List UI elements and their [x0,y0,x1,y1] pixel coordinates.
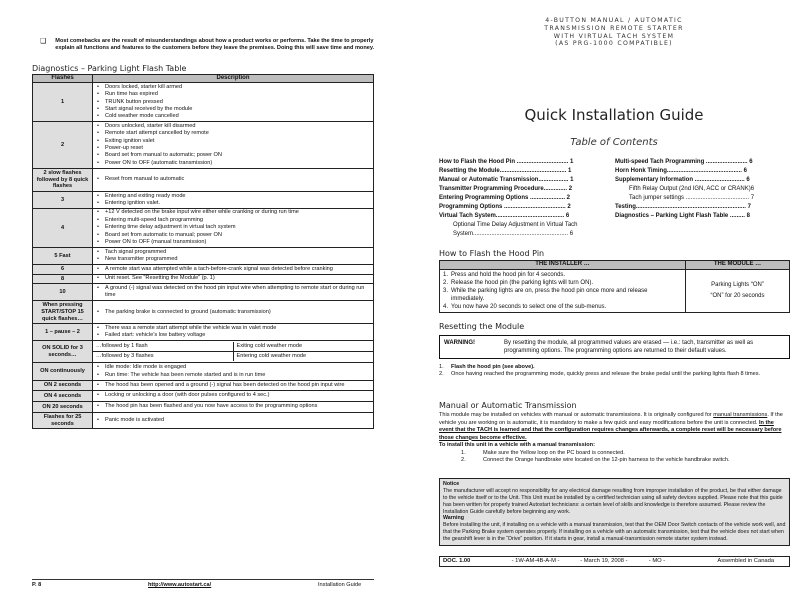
toc-entry-link[interactable]: Virtual Tach System......................................... 6 [439,213,570,219]
table-row [33,301,374,324]
description-item: • New transmitter programmed [95,256,371,263]
flashes-cell: ON 20 seconds [33,401,93,412]
hood-step: You now have 20 seconds to select one of the sub-menus. [451,304,607,311]
notice-title: Notice [443,481,460,487]
toc-entry-link[interactable]: System......................................................... 6 [453,231,574,237]
manual-section-title: Manual or Automatic Transmission [439,401,577,410]
toc-entry-link[interactable]: Multi-speed Tach Programming ......................... 6 [615,159,753,165]
toc-left-column [439,158,614,239]
toc-entry-link[interactable]: Optional Time Delay Adjustment in Virtual Tach [453,222,578,228]
description-item: • There was a remote start attempt while the vehicle was in valet mode [95,325,371,332]
reset-step: Once having reached the programming mode, quickly press and release the brake pedal until the parking lights flash 8 times. [451,371,761,378]
doc-version: DOC. 1.00 [443,558,471,564]
flashes-cell: 8 [33,274,93,284]
description-cell [93,284,374,301]
manual-text-part: . If the vehicle you are working on is automatic, it is mandatory to make a few quick and easy modifications before the unit is connected. [439,412,783,426]
flashes-cell: When pressing START/STOP 15 quick flashes… [33,301,93,324]
module-line: “ON” for 20 seconds [710,293,765,300]
toc-entry-link[interactable]: Resetting the Module........................................ 1 [439,168,572,174]
hood-step: Release the hood pin (the parking lights will turn ON). [451,280,594,287]
toc-entry-link[interactable]: How to Flash the Hood Pin ............................... 1 [439,159,574,165]
doc-code: - 1W-AM-4B-A-M - [511,558,560,564]
description-item: • Failed start: vehicle’s low battery voltage [95,332,371,339]
toc-title: Table of Contents [570,137,658,148]
description-item: • +12 V detected on the brake input wire either while cranking or during run time [95,209,371,216]
description-item: • The parking brake is connected to ground (automatic transmission) [95,309,371,316]
description-cell [93,301,374,324]
sub-row [93,342,373,351]
flashes-cell: 10 [33,284,93,301]
brand-line: TRANSMISSION REMOTE STARTER [544,24,684,32]
description-cell [93,401,374,412]
flashes-cell: ON SOLID for 3 seconds… [33,341,93,363]
table-row [33,363,374,381]
installer-header: THE INSTALLER … [440,261,686,270]
brand-header [420,17,808,48]
hood-step: While the parking lights are on, press the hood pin once more and release immediately. [451,288,648,303]
flashes-cell: ON continuously [33,363,93,381]
footer-label: Installation Guide [318,582,362,588]
flashes-cell: ON 2 seconds [33,381,93,391]
flashes-header: Flashes [33,75,93,83]
description-item: • Doors locked, starter kill armed [95,84,371,91]
module-response [686,270,790,313]
toc-entry-link[interactable]: Testing.................................................................. 7 [615,204,751,210]
description-item: • The hood has been opened and a ground (-) signal has been detected on the hood pin input wire [95,382,371,389]
toc-entry-link[interactable]: Horn Honk Timing............................................. 6 [615,168,747,174]
description-item: • Entering multi-speed tach programming [95,217,371,224]
sub-cell: …followed by 1 flash [93,342,234,351]
table-row [33,284,374,301]
manual-section-text: This module may be installed on vehicles with manual or automatic transmissions. It is originally configured for manual transmissions. If the vehicle you are working on is automatic, it is mandatory to make a few quick and easy modifications before the unit is connected. In the event that the TACH is learned and that the configuration requires changes afterwards, a complete reset will be necessary before those changes become effective. To install this unit in a vehicle with a manual transmission: 1. Make sure the Yellow loop on the PC board is connected. 2. Connect the Orange handbrake wire located on the 12-pin harness to the vehicle handbrake switch. [439,412,790,465]
sub-row [93,351,373,361]
module-line: Parking Lights “ON” [711,282,764,289]
description-item: • Entering and exiting ready mode [95,193,371,200]
description-item: • Run time has expired [95,91,371,98]
install-step: Make sure the Yellow loop on the PC board is connected. [483,449,625,456]
notice-warning-title: Warning [443,515,464,522]
table-row [33,83,374,122]
description-cell [93,390,374,401]
description-cell [93,381,374,391]
table-row [33,264,374,274]
description-cell [93,168,374,191]
description-header: Description [93,75,374,83]
doc-origin: Assembled in Canada [717,558,775,564]
toc-entry-link[interactable]: Manual or Automatic Transmission.................. 1 [439,177,574,183]
table-row [33,381,374,391]
table-row [33,208,374,247]
toc-entry-link[interactable]: Fifth Relay Output (2nd IGN, ACC or CRANK)6 [629,186,755,192]
toc-entry-link[interactable]: Diagnostics – Parking Light Flash Table ......... 8 [615,213,750,219]
right-page [420,0,808,613]
reset-steps: 1. Flash the hood pin (see above). 2. Once having reached the programming mode, quickly press and release the brake pedal until the parking lights flash 8 times. [439,364,761,378]
description-item: • Board set from manual to automatic; power ON [95,152,371,159]
table-row [33,341,374,363]
diagnostics-title: Diagnostics – Parking Light Flash Table [32,64,187,73]
description-item: • Start signal received by the module [95,106,371,113]
flashes-cell: 5 Fast [33,247,93,264]
table-row [33,324,374,341]
description-item: • Tach signal programmed [95,249,371,256]
toc-entry-link[interactable]: Tach jumper settings ...................................... 7 [629,195,755,201]
toc-entry-link[interactable]: Entering Programming Options ..................... 2 [439,195,571,201]
doc-mo: - MO - [648,558,666,564]
flashes-cell: 6 [33,264,93,274]
table-row [33,274,374,284]
table-row [33,412,374,428]
table-row [33,390,374,401]
reset-section-title: Resetting the Module [439,322,525,331]
flash-table [32,74,374,429]
hood-table [439,260,790,313]
description-item: • Entering time delay adjustment in virtual tach system [95,224,371,231]
description-cell [93,208,374,247]
manual-text-underlined: manual transmissions [713,412,768,418]
notice-warning-text: Before installing the unit, if installing on a vehicle with a manual transmission, test that the OEM Door Switch contacts of the vehicle work well, and that the Parking Brake system operates properly. If installing on a vehicle with an automatic transmission, test that the vehicle does not start when the gearshift lever is in the “Drive” position. If it starts in gear, install a manual-transmission remote starter system instead. [443,522,786,542]
description-cell [93,191,374,208]
description-item: • Reset from manual to automatic [95,176,371,183]
warning-text: By resetting the module, all programmed values are erased — i.e.: tach, transmitter as well as programming options. The programming options are returned to their default values. [504,340,754,355]
description-item: • Panic mode is activated [95,417,371,424]
notice-box [439,478,790,546]
toc-entry-link[interactable]: Supplementary Information .............................. 6 [615,177,750,183]
sub-cell: Entering cold weather mode [236,352,307,359]
table-row [33,401,374,412]
table-header-row [33,75,374,83]
description-cell [93,247,374,264]
description-item: • TRUNK button pressed [95,99,371,106]
flashes-cell: 4 [33,208,93,247]
sub-cell: Exiting cold weather mode [236,343,303,350]
install-step: Connect the Orange handbrake wire located on the 12-pin harness to the vehicle handbrake switch. [483,457,730,464]
document-info-row [439,556,790,567]
table-row [33,247,374,264]
top-note [40,38,375,53]
reset-step: Flash the hood pin (see above). [451,364,535,370]
install-heading: To install this unit in a vehicle with a manual transmission: [439,442,595,449]
top-note-text: Most comebacks are the result of misunderstandings about how a product works or performs. Take the time to properly explain all functions and features to the customers before they leave the premises. Doing this will save time and money. [55,38,375,52]
description-cell [93,324,374,341]
description-item: • Power ON to OFF (automatic transmission) [95,160,371,167]
table-row [33,168,374,191]
description-item: • Entering ignition valet. [95,200,371,207]
brand-line: (AS PRG-1000 COMPATIBLE) [555,40,673,48]
hood-section-title: How to Flash the Hood Pin [439,249,545,258]
hood-step: Press and hold the hood pin for 4 seconds. [451,272,566,278]
description-item: • Power-up reset [95,145,371,152]
description-cell [93,122,374,168]
toc-entry-link[interactable]: Programming Options ..................................... 2 [439,204,571,210]
flashes-cell: Flashes for 25 seconds [33,412,93,428]
description-cell [93,264,374,274]
manual-text-part: This module may be installed on vehicles with manual or automatic transmissions. It is originally configured for [439,412,714,418]
description-cell [93,412,374,428]
flashes-cell: 2 [33,122,93,168]
footer-url-link[interactable]: http://www.autostart.ca/ [148,582,212,588]
doc-date: - March 19, 2008 - [580,558,628,564]
flash-table-body [33,83,374,429]
checkbox-icon: ❑ [40,37,47,45]
description-item: • Remote start attempt cancelled by remote [95,130,371,137]
flashes-cell: 1 [33,83,93,122]
manual-text-important: In the event that the TACH is learned and that the configuration requires changes afterwards, a complete reset will be necessary before those changes become effective. [439,419,782,441]
toc-right-column [615,158,790,221]
notice-text: The manufacturer will accept no responsibility for any electrical damage resulting from improper installation of the product, be that either damage to the vehicle itself or to the Unit. This Unit must be installed by a certified technician using all safety devices supplied. Please note that this guide has been written for properly trained Autostart technicians: a certain level of skills and knowledge is therefore assumed. Please review the Installation Guide carefully before beginning any work. [443,487,783,515]
flashes-cell: 3 [33,191,93,208]
description-item: • A ground (-) signal was detected on the hood pin input wire when attempting to remote start or during run time [95,285,371,300]
toc-entry-link[interactable]: Transmitter Programming Procedure.............. 2 [439,186,573,192]
description-item: • Run time: The vehicle has been remote started and is in run time [95,372,371,379]
footer-rule [32,579,374,580]
flashes-cell: 1 – pause – 2 [33,324,93,341]
description-item: • Power ON to OFF (manual transmission) [95,239,371,246]
description-item: • Unit reset. See “Resetting the Module” (p. 1) [95,275,371,282]
guide-title: Quick Installation Guide [524,106,704,124]
description-cell [93,341,374,363]
flashes-cell: 2 slow flashes followed by 8 quick flashes [33,168,93,191]
description-item: • A remote start was attempted while a tach-before-crank signal was detected before cranking [95,266,371,273]
warning-label: WARNING! [444,340,475,346]
description-item: • Cold weather mode cancelled [95,113,371,120]
sub-cell: …followed by 3 flashes [93,352,234,361]
flashes-cell: ON 4 seconds [33,390,93,401]
description-item: • Board set from automatic to manual; power ON [95,232,371,239]
description-cell [93,363,374,381]
installer-steps: 1. Press and hold the hood pin for 4 seconds. 2. Release the hood pin (the parking lights will turn ON). 3. While the parking lights are on, press the hood pin once more and release immediately. 4. You now have 20 seconds to select one of the sub-menus. [440,270,686,313]
description-cell [93,83,374,122]
module-header: THE MODULE … [686,261,790,270]
description-item: • Idle mode: Idle mode is engaged [95,364,371,371]
warning-box [439,335,790,359]
description-item: • The hood pin has been flashed and you now have access to the programming options [95,403,371,410]
brand-line: 4-BUTTON MANUAL / AUTOMATIC [545,17,683,24]
description-item: • Locking or unlocking a door (with door pulses configured to 4 sec.) [95,392,371,399]
page-number: P. 8 [32,582,42,588]
table-row [33,191,374,208]
description-item: • Exiting ignition valet [95,138,371,145]
brand-line: WITH VIRTUAL TACH SYSTEM [553,32,675,40]
description-cell [93,274,374,284]
description-item: • Doors unlocked, starter kill disarmed [95,123,371,130]
table-row [33,122,374,168]
